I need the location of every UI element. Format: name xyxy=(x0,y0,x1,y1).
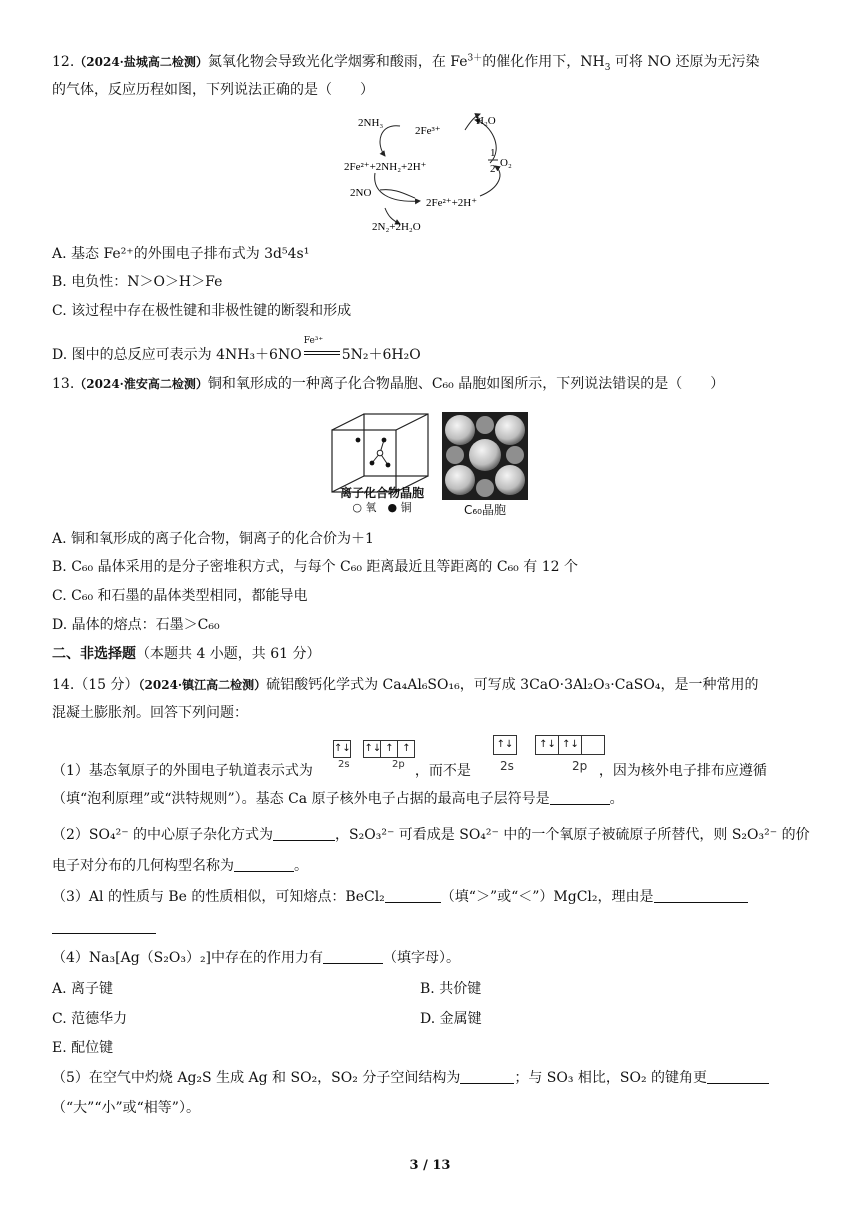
q14-part5-line2: （“大”“小”或“相等”）。 xyxy=(52,1100,200,1116)
orbital-diagram-correct xyxy=(333,740,415,758)
ionic-cell-legend: ○ 氧 ● 铜 xyxy=(352,501,412,514)
answer-blank-5 xyxy=(654,888,748,903)
c60-cell-caption: C₆₀晶胞 xyxy=(463,503,506,517)
answer-blank-3 xyxy=(234,857,294,872)
q13-option-d: D. 晶体的熔点：石墨＞C₆₀ xyxy=(52,617,220,633)
q13-option-b: B. C₆₀ 晶体采用的是分子密堆积方式，与每个 C₆₀ 距离最近且等距离的 C₆₀ 有 12 个 xyxy=(52,559,578,575)
q14-part3-line1: （3）Al 的性质与 Be 的性质相似，可知熔点：BeCl₂ （填“＞”或“＜”）MgCl₂，理由是 xyxy=(52,887,748,907)
diagram-o2: O₂ xyxy=(500,157,512,169)
orbital-2p-label: 2p xyxy=(392,759,405,770)
c60-crystal-cell-image xyxy=(442,412,528,500)
q14-part5-line1: （5）在空气中灼烧 Ag₂S 生成 Ag 和 SO₂，SO₂ 分子空间结构为 ；与 SO₃ 相比，SO₂ 的键角更 xyxy=(52,1068,769,1088)
q14-option-b: B. 共价键 xyxy=(420,981,482,997)
answer-blank-7 xyxy=(460,1069,514,1084)
diagram-mid: 2Fe²⁺+2NH₂+2H⁺ xyxy=(344,161,427,173)
orbital-2p-boxes-wrong: ↑↓ ↑↓ xyxy=(535,735,605,755)
diagram-half-den: 2 xyxy=(490,163,496,175)
ionic-cell-caption: 离子化合物晶胞 xyxy=(339,486,424,500)
q14-option-e: E. 配位键 xyxy=(52,1040,114,1056)
q14-part3-line2 xyxy=(52,918,156,938)
section-heading: 二、非选择题（本题共 4 小题，共 61 分） xyxy=(52,646,321,662)
reaction-cycle-diagram xyxy=(330,108,550,238)
answer-blank-5-cont xyxy=(52,919,156,934)
q12-option-c: C. 该过程中存在极性键和非极性键的断裂和形成 xyxy=(52,303,352,319)
catalyst-label: Fe³⁺ xyxy=(303,336,324,346)
q14-option-d: D. 金属键 xyxy=(420,1011,482,1027)
q14-part1-line2: （填“泡利原理”或“洪特规则”）。基态 Ca 原子核外电子占据的最高电子层符号是 。 xyxy=(52,791,624,807)
diagram-h2o: H₂O xyxy=(476,115,496,127)
orbital-2s-boxes: ↑↓ xyxy=(333,740,351,758)
q14-part2-line1: （2）SO₄²⁻ 的中心原子杂化方式为 ，S₂O₃²⁻ 可看成是 SO₄²⁻ 中的一个氧原子被硫原子所替代，则 S₂O₃²⁻ 的价 xyxy=(52,827,810,843)
page-number: 3 / 13 xyxy=(409,1158,451,1173)
q14-part4-line: （4）Na₃[Ag（S₂O₃）₂]中存在的作用力有 （填字母）。 xyxy=(52,950,461,966)
q14-part2-line2: 电子对分布的几何构型名称为 。 xyxy=(52,858,308,874)
answer-blank-2 xyxy=(273,826,335,841)
q13-option-c: C. C₆₀ 和石墨的晶体类型相同，都能导电 xyxy=(52,588,308,604)
q14-stem-line1: 14.（15 分）（2024·镇江高二检测）硫铝酸钙化学式为 Ca₄Al₆SO₁₆，可写成 3CaO·3Al₂O₃·CaSO₄，是一种常用的 xyxy=(52,677,759,693)
diagram-nh3: 2NH₃ xyxy=(358,117,384,129)
q13-option-a: A. 铜和氧形成的离子化合物，铜离子的化合价为＋1 xyxy=(52,531,374,547)
answer-blank-4 xyxy=(385,888,441,903)
diagram-n2h2o: 2N₂+2H₂O xyxy=(372,221,421,233)
diagram-fe3: 2Fe³⁺ xyxy=(415,125,441,137)
orbital-diagram-incorrect xyxy=(493,735,605,755)
q14-option-a: A. 离子键 xyxy=(52,981,114,997)
diagram-fe2h: 2Fe²⁺+2H⁺ xyxy=(426,197,478,209)
orbital-2s-label: 2s xyxy=(338,759,350,770)
ionic-crystal-cell-figure xyxy=(328,410,434,494)
q14-option-c: C. 范德华力 xyxy=(52,1011,128,1027)
q14-stem-line2: 混凝土膨胀剂。回答下列问题： xyxy=(52,705,248,721)
answer-blank-1 xyxy=(550,790,610,805)
diagram-half-num: 1 xyxy=(490,147,496,159)
q13-stem: 13.（2024·淮安高二检测）铜和氧形成的一种离子化合物晶胞、C₆₀ 晶胞如图所示，下列说法错误的是（ ） xyxy=(52,376,725,392)
orbital-2p-label-wrong: 2p xyxy=(572,759,588,773)
q12-stem-line1: 12.（2024·盐城高二检测）氮氧化物会导致光化学烟雾和酸雨，在 $Fe^{3+}$的催化作用下，$NH_3$ 可将 NO 还原为无污染 xyxy=(52,53,760,73)
orbital-2s-boxes-wrong: ↑↓ xyxy=(493,735,517,755)
q14-part1-line1: （1）基态氧原子的外围电子轨道表示式为 ，而不是 ，因为核外电子排布应遵循 xyxy=(52,763,767,779)
answer-blank-6 xyxy=(323,949,383,964)
q12-option-a: A. 基态 Fe²⁺的外围电子排布式为 3d⁵4s¹ xyxy=(52,246,310,262)
answer-blank-8 xyxy=(707,1069,769,1084)
q12-option-d: D. 图中的总反应可表示为 4NH₃＋6NO Fe³⁺ 5N₂＋6H₂O xyxy=(52,345,421,365)
orbital-2p-boxes: ↑↓ ↑ ↑ xyxy=(363,740,415,758)
diagram-no: 2NO xyxy=(350,187,372,199)
orbital-2s-label-wrong: 2s xyxy=(500,759,514,773)
q12-option-b: B. 电负性：N＞O＞H＞Fe xyxy=(52,274,223,290)
q12-stem-line2: 的气体，反应历程如图，下列说法正确的是（ ） xyxy=(52,82,374,98)
